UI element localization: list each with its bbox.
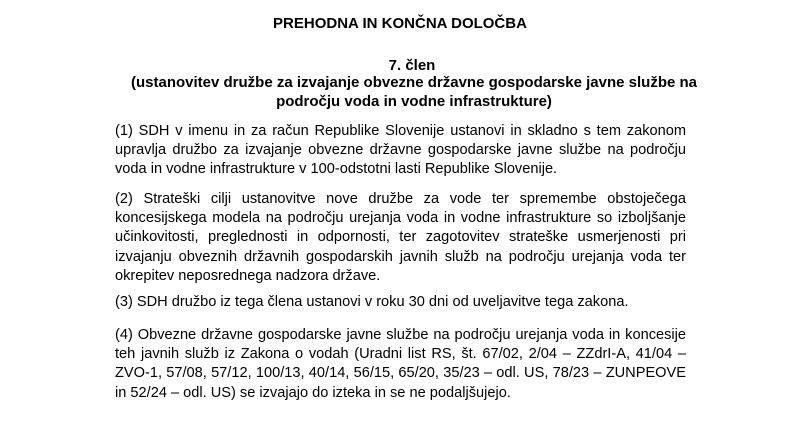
paragraph-1: (1) SDH v imenu in za račun Republike Slovenije ustanovi in skladno s tem zakonom upravlja družbo za izvajanje obvezne državne gospodarske javne službe na področju voda in vodne infrastrukture v 100-odstotni lasti Republike Slovenije. bbox=[115, 123, 686, 178]
paragraph-2: (2) Strateški cilji ustanovitve nove družbe za vode ter spremembe obstoječega koncesijskega modela na področju urejanja voda in vodne infrastrukture so izboljšanje učinkovitosti, preglednosti in odpornosti, ter zagotovitev strateške usmerjenosti pri izvajanju obveznih državnih gospodarskih javnih služb na področju urejanja voda ter okrepitev neposrednega nadzora države. bbox=[115, 191, 686, 284]
section-title: PREHODNA IN KONČNA DOLOČBA bbox=[273, 15, 527, 32]
article-title-line-1: (ustanovitev družbe za izvajanje obvezne državne gospodarske javne službe na bbox=[130, 74, 697, 91]
article-number: 7. člen bbox=[388, 57, 436, 74]
article-title bbox=[14, 74, 800, 111]
article-title-line-2: področju voda in vodne infrastrukture) bbox=[276, 92, 552, 110]
paragraph-3: (3) SDH družbo iz tega člena ustanovi v roku 30 dni od uveljavitve tega zakona. bbox=[115, 294, 629, 310]
paragraph-4: (4) Obvezne državne gospodarske javne službe na področju urejanja voda in koncesije teh javnih služb iz Zakona o vodah (Uradni list RS, št. 67/02, 2/04 – ZZdrI-A, 41/04 – ZVO-1, 57/08, 57/12, 100/13, 40/14, 56/15, 65/20, 35/23 – odl. US, 78/23 – ZUNPEOVE in 52/24 – odl. US) se izvajajo do izteka in se ne podaljšujejo. bbox=[115, 327, 686, 401]
